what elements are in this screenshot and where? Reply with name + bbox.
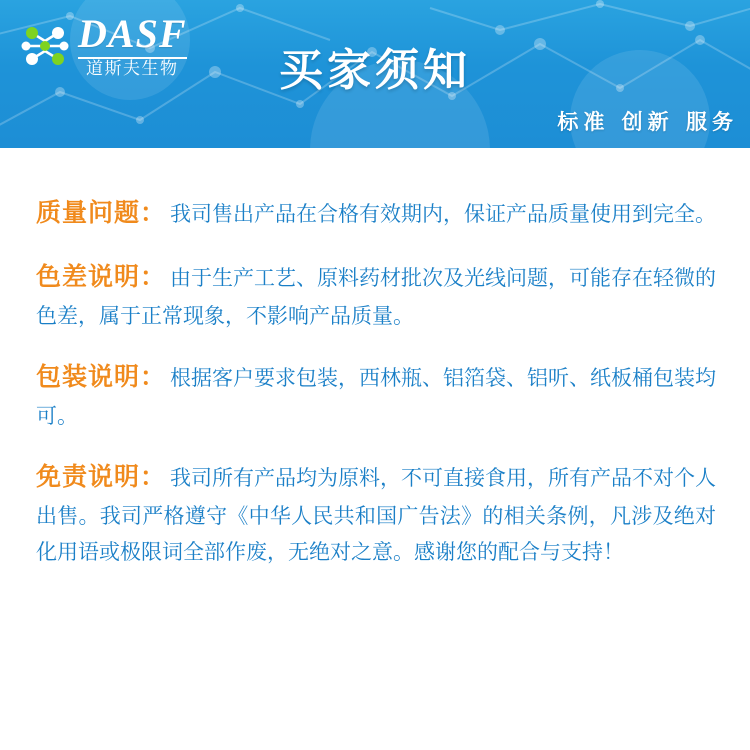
section-label: 免责说明： [36, 462, 167, 492]
section-paragraph [36, 191, 716, 234]
section-paragraph [36, 455, 716, 570]
section-label: 包装说明： [36, 362, 167, 392]
section-text: 根据客户要求包装，西林瓶、铝箔袋、铝听、纸板桶包装均可。 [36, 366, 717, 429]
company-slogan: 标准 创新 服务 [557, 110, 738, 134]
logo-latin-name: DASF [78, 11, 187, 56]
section-text: 由于生产工艺、原料药材批次及光线问题，可能存在轻微的色差，属于正常现象，不影响产品质量。 [36, 266, 717, 328]
notice-section-packaging [36, 355, 716, 434]
notice-section-quality [36, 191, 716, 234]
section-text: 我司所有产品均为原料，不可直接食用，所有产品不对个人出售。我司严格遵守《中华人民共和国广告法》的相关条例，凡涉及绝对化用语或极限词全部作废，无绝对之意。感谢您的配合与支持！ [36, 466, 717, 565]
section-paragraph [36, 255, 716, 334]
logo-chinese-name: 道斯夫生物 [78, 57, 187, 78]
page-header [0, 0, 750, 148]
page-title: 买家须知 [279, 45, 471, 96]
notice-section-disclaimer [36, 455, 716, 570]
section-label: 质量问题： [36, 198, 167, 227]
section-paragraph [36, 355, 716, 434]
notice-section-color-difference [36, 255, 716, 334]
section-text: 我司售出产品在合格有效期内，保证产品质量使用到完全。 [170, 202, 717, 226]
section-label: 色差说明： [36, 262, 167, 291]
notice-content [0, 148, 750, 570]
